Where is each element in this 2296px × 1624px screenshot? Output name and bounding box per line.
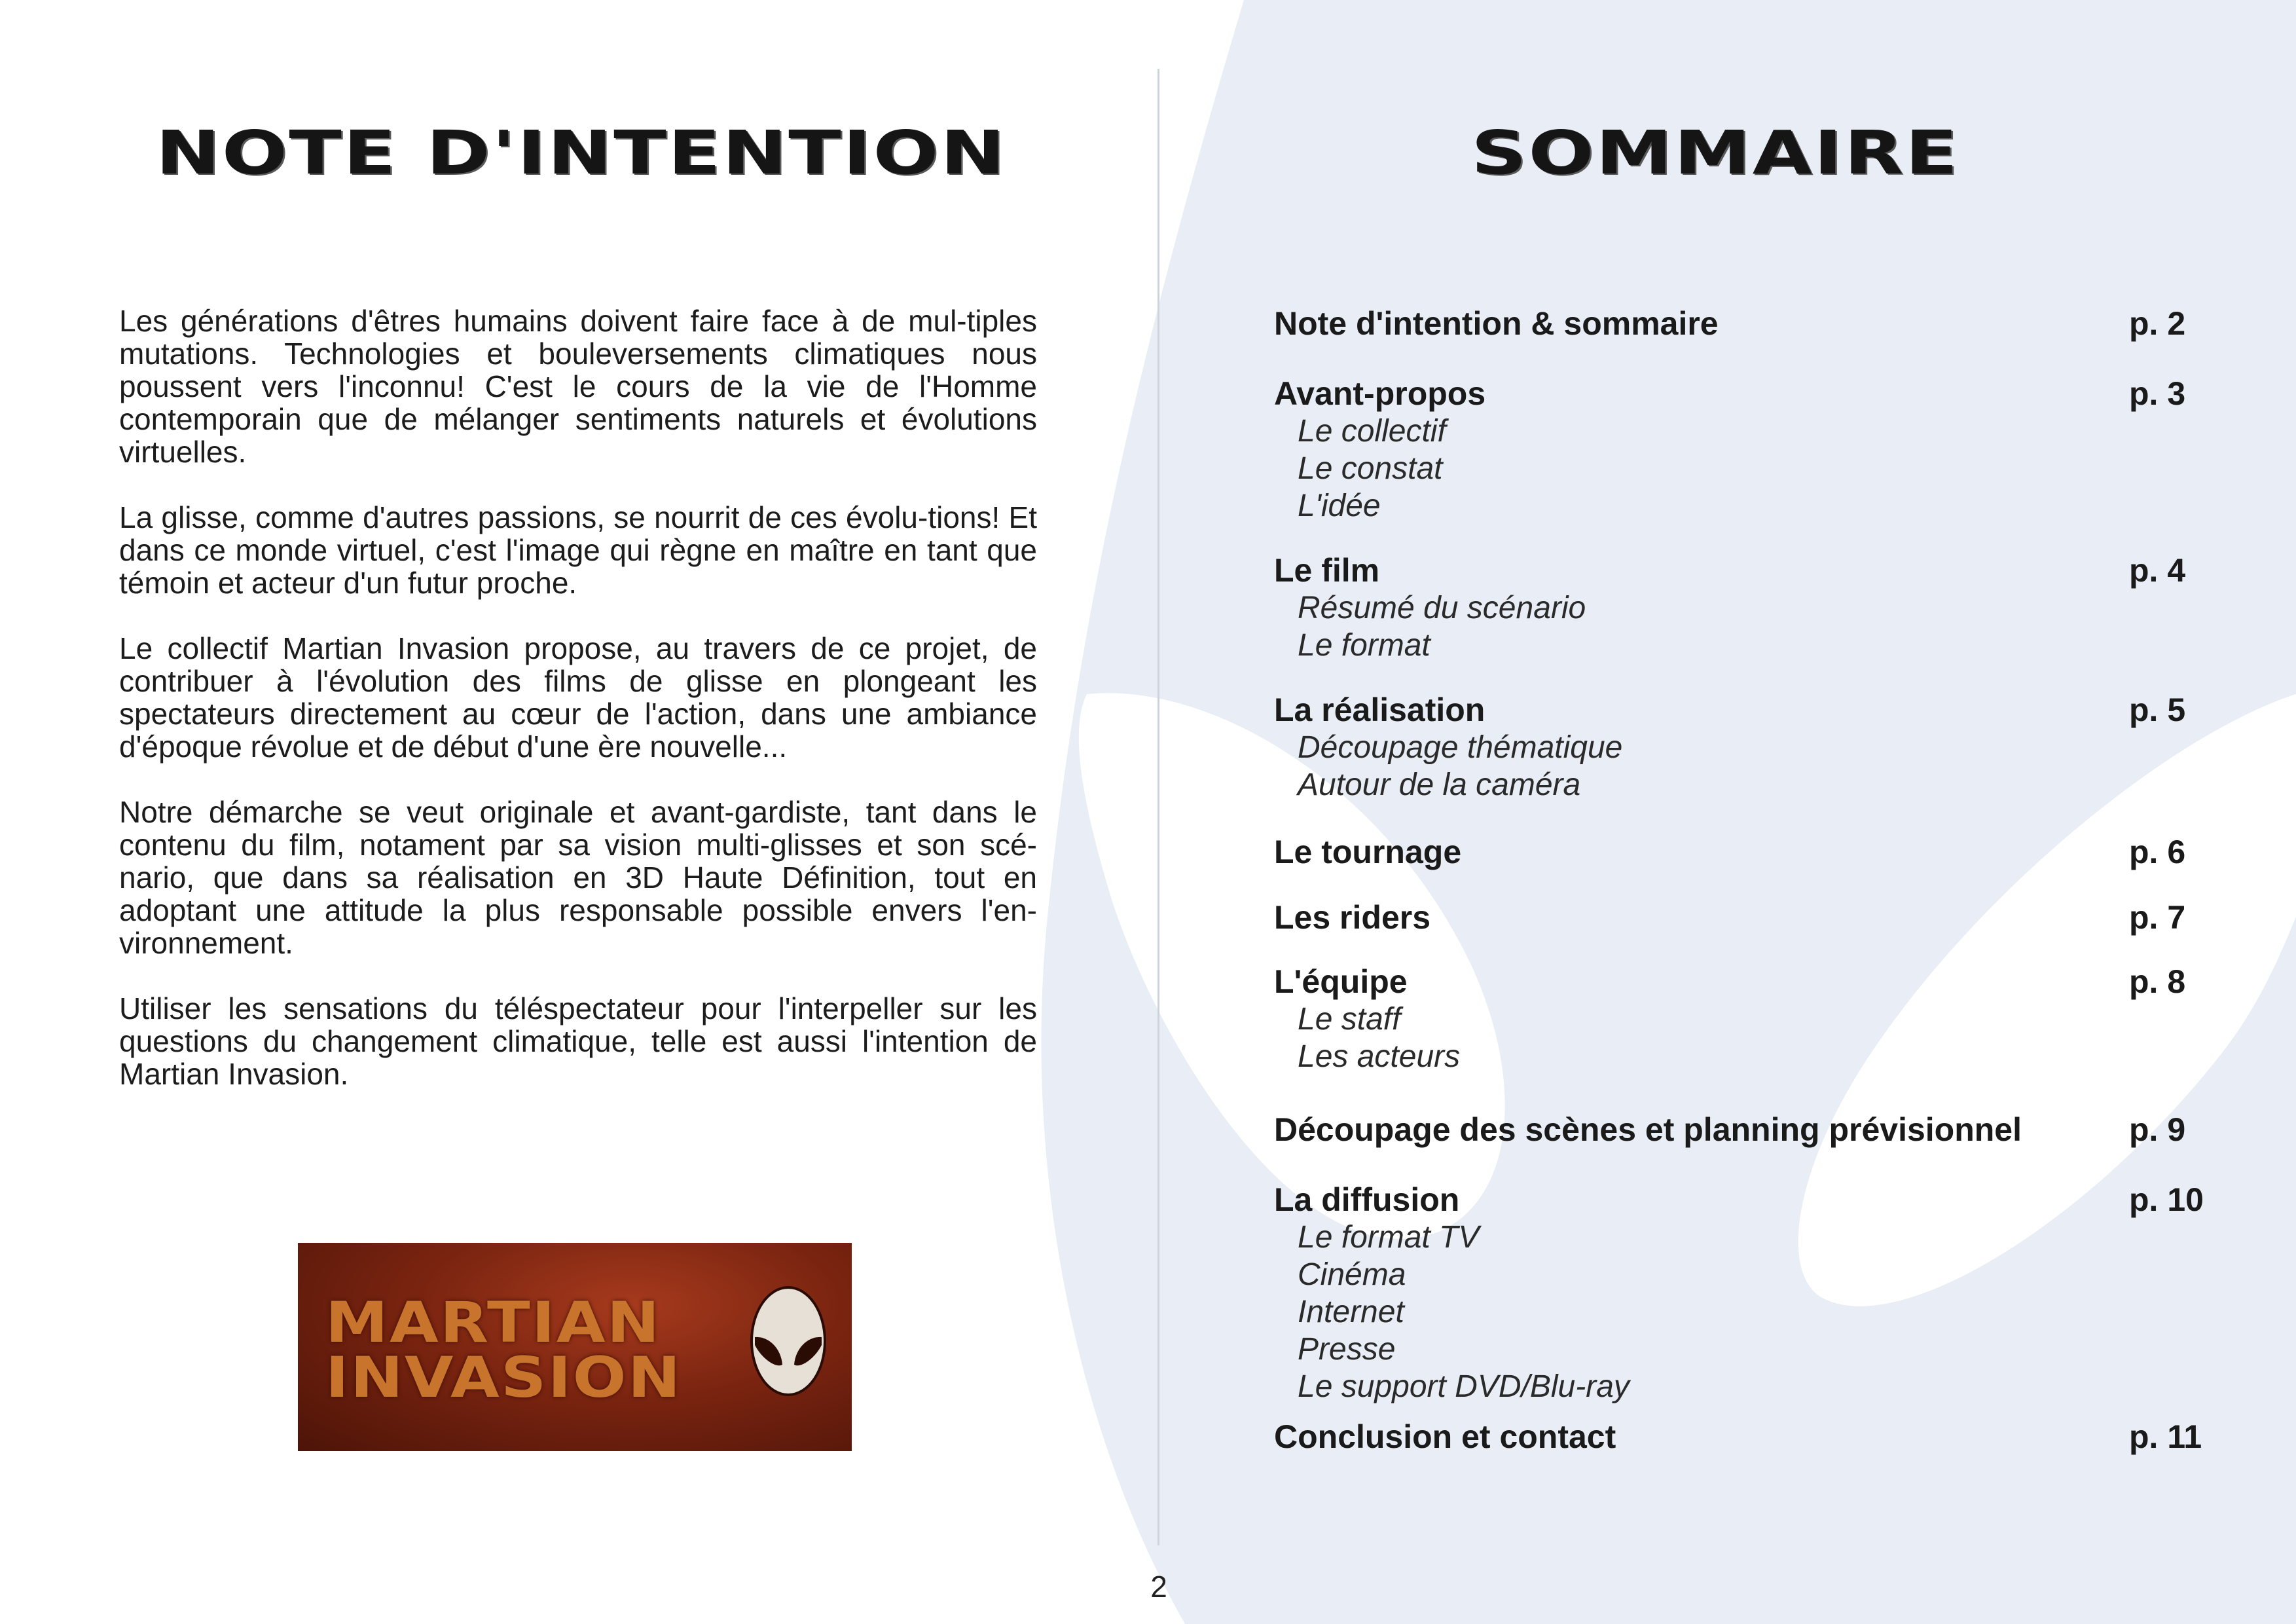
sommaire-title: SOMMAIRE: [1471, 118, 1959, 188]
toc-entry-page: p. 7: [2129, 899, 2186, 936]
toc-entry[interactable]: [1274, 691, 2204, 803]
toc-entry[interactable]: [1274, 1181, 2204, 1405]
toc-subentry: Les acteurs: [1298, 1039, 1461, 1074]
toc-entry-title: L'équipe: [1274, 963, 1408, 1000]
toc-subentry: Découpage thématique: [1298, 730, 1623, 765]
toc-entry-title: Le film: [1274, 552, 1380, 589]
alien-head-icon: [747, 1285, 829, 1403]
toc-entry-title: Note d'intention & sommaire: [1274, 305, 1719, 342]
toc-entry[interactable]: [1274, 551, 2204, 664]
toc-subentry: Internet: [1298, 1295, 1404, 1329]
toc-subentry: Le format: [1298, 628, 1430, 663]
logo-line-2: INVASION: [325, 1345, 682, 1411]
intro-paragraph: Utiliser les sensations du téléspectateur pour l'interpeller sur les questions du changement climatique, telle est aussi l'intention de Martian Invasion.: [119, 991, 1037, 1091]
toc-entry[interactable]: [1274, 963, 2204, 1075]
note-intention-title: NOTE D'INTENTION: [155, 118, 1007, 188]
toc-subentry: Le collectif: [1298, 414, 1446, 449]
toc-entry[interactable]: [1274, 1418, 2204, 1456]
toc-entry[interactable]: [1274, 1111, 2204, 1149]
logo-wordmark: [325, 1290, 682, 1411]
toc-entry-title: La réalisation: [1274, 692, 1485, 728]
toc-entry-title: Avant-propos: [1274, 375, 1486, 412]
toc-entry-page: p. 5: [2129, 692, 2186, 728]
intro-paragraph: La glisse, comme d'autres passions, se nourrit de ces évolu-tions! Et dans ce monde virtuel, c'est l'image qui règne en maître en tant que témoin et acteur d'un futur proche.: [119, 500, 1037, 600]
toc-entry-page: p. 11: [2129, 1418, 2202, 1455]
intro-paragraph: Le collectif Martian Invasion propose, au travers de ce projet, de contribuer à l'évolution des films de glisse en plongeant les spectateurs directement au cœur de l'action, dans une ambiance d'époque révolue et de début d'une ère nouvelle...: [119, 631, 1037, 764]
toc-subentry: Presse: [1298, 1332, 1396, 1367]
toc-entry-page: p. 6: [2129, 834, 2186, 870]
intro-paragraph: Les générations d'êtres humains doivent faire face à de mul-tiples mutations. Technologies et bouleversements climatiques nous poussent vers l'inconnu! C'est le cours de la vie de l'Homme contemporain que de mélanger sentiments naturels et évolutions virtuelles.: [119, 304, 1037, 469]
toc-subentry: Le staff: [1298, 1002, 1401, 1037]
toc-subentry: Résumé du scénario: [1298, 591, 1586, 625]
toc-entry-page: p. 8: [2129, 963, 2186, 1000]
toc-subentry: Autour de la caméra: [1298, 767, 1581, 802]
intro-text: [119, 304, 1037, 1123]
toc-entry[interactable]: [1274, 375, 2204, 525]
toc-subentry: Le support DVD/Blu-ray: [1298, 1369, 1630, 1404]
toc-subentry: Cinéma: [1298, 1257, 1406, 1292]
toc-entry-title: Découpage des scènes et planning prévisionnel: [1274, 1111, 2022, 1148]
toc-entry-title: Les riders: [1274, 899, 1431, 936]
toc-entry[interactable]: [1274, 833, 2204, 871]
toc-entry[interactable]: [1274, 898, 2204, 936]
toc-subentry: Le format TV: [1298, 1220, 1480, 1255]
toc-entry-title: Conclusion et contact: [1274, 1418, 1616, 1455]
toc-entry-title: Le tournage: [1274, 834, 1462, 870]
toc-entry[interactable]: [1274, 304, 2204, 342]
martian-invasion-logo: [298, 1243, 852, 1451]
toc-subentry: L'idée: [1298, 489, 1381, 523]
toc-subentry: Le constat: [1298, 451, 1443, 486]
intro-paragraph: Notre démarche se veut originale et avant-gardiste, tant dans le contenu du film, notament par sa vision multi-glisses et son scé-nario, que dans sa réalisation en 3D Haute Définition, tout en adoptant une attitude la plus responsable possible envers l'en-vironnement.: [119, 795, 1037, 960]
toc-entry-page: p. 2: [2129, 305, 2186, 342]
toc-entry-page: p. 10: [2129, 1181, 2204, 1218]
page-number: 2: [1150, 1570, 1167, 1604]
toc-entry-page: p. 3: [2129, 375, 2186, 412]
toc-entry-title: La diffusion: [1274, 1181, 1460, 1218]
toc-entry-page: p. 9: [2129, 1111, 2186, 1148]
logo-line-1: MARTIAN: [325, 1290, 661, 1356]
toc-entry-page: p. 4: [2129, 552, 2186, 589]
page-divider: [1157, 69, 1159, 1545]
